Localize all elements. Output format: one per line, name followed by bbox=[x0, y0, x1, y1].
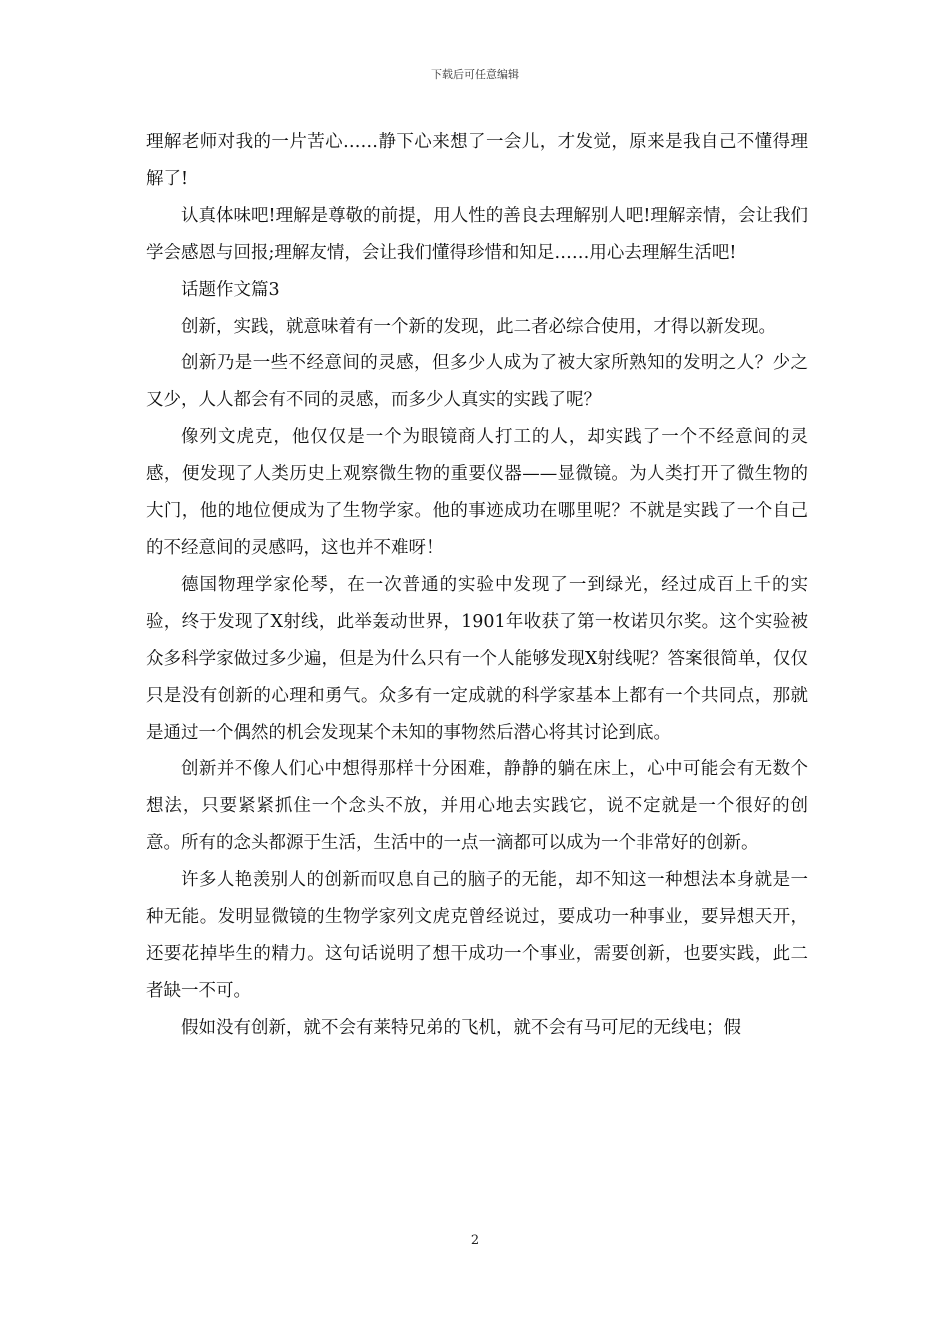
paragraph-9: 许多人艳羡别人的创新而叹息自己的脑子的无能，却不知这一种想法本身就是一种无能。发明显微镜的生物学家列文虎克曾经说过，要成功一种事业，要异想天开，还要花掉毕生的精力。这句话说明了想干成功一个事业，需要创新，也要实践，此二者缺一不可。 bbox=[146, 870, 808, 1001]
page-number: 2 bbox=[470, 1233, 480, 1248]
section-heading: 话题作文篇3 bbox=[181, 279, 280, 300]
paragraph-7: 德国物理学家伦琴，在一次普通的实验中发现了一到绿光，经过成百上千的实验，终于发现了X射线，此举轰动世界，1901年收获了第一枚诺贝尔奖。这个实验被众多科学家做过多少遍，但是为什么只有一个人能够发现X射线呢？答案很简单，仅仅只是没有创新的心理和勇气。众多有一定成就的科学家基本上都有一个共同点，那就是通过一个偶然的机会发现某个未知的事物然后潜心将其讨论到底。 bbox=[146, 574, 808, 743]
paragraph-5: 创新乃是一些不经意间的灵感，但多少人成为了被大家所熟知的发明之人？少之又少，人人都会有不同的灵感，而多少人真实的实践了呢？ bbox=[146, 353, 808, 411]
paragraph-8: 创新并不像人们心中想得那样十分困难，静静的躺在床上，心中可能会有无数个想法，只要紧紧抓住一个念头不放，并用心地去实践它，说不定就是一个很好的创意。所有的念头都源于生活，生活中的一点一滴都可以成为一个非常好的创新。 bbox=[146, 759, 808, 854]
paragraph-1: 理解老师对我的一片苦心……静下心来想了一会儿，才发觉，原来是我自己不懂得理解了! bbox=[146, 132, 808, 189]
paragraph-4: 创新，实践，就意味着有一个新的发现，此二者必综合使用，才得以新发现。 bbox=[181, 316, 776, 337]
document-body bbox=[146, 124, 808, 1047]
paragraph-2: 认真体味吧!理解是尊敬的前提，用人性的善良去理解别人吧!理解亲情，会让我们学会感恩与回报;理解友情，会让我们懂得珍惜和知足……用心去理解生活吧! bbox=[146, 205, 808, 263]
paragraph-6: 像列文虎克，他仅仅是一个为眼镜商人打工的人，却实践了一个不经意间的灵感，便发现了人类历史上观察微生物的重要仪器——显微镜。为人类打开了微生物的大门，他的地位便成为了生物学家。他的事迹成功在哪里呢？不就是实践了一个自己的不经意间的灵感吗，这也并不难呀！ bbox=[146, 427, 808, 558]
paragraph-10: 假如没有创新，就不会有莱特兄弟的飞机，就不会有马可尼的无线电；假 bbox=[181, 1017, 741, 1038]
page-header: 下载后可任意编辑 bbox=[431, 68, 519, 81]
